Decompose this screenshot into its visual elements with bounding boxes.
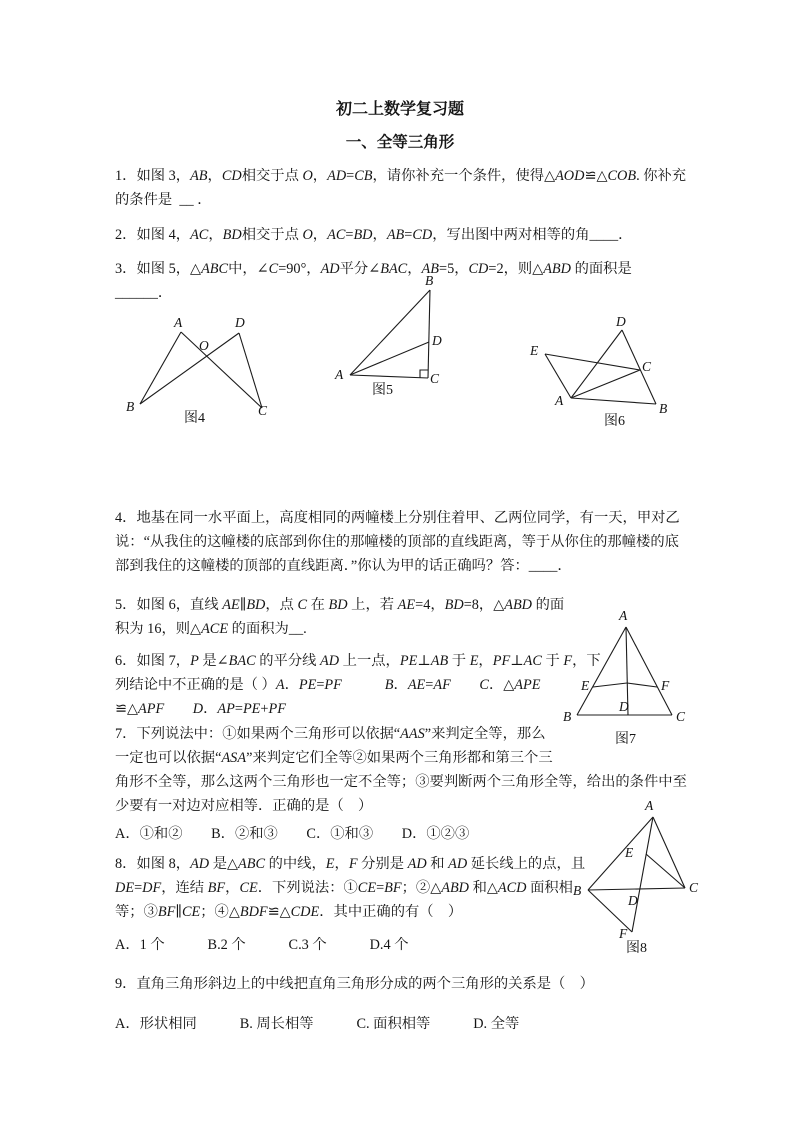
section-heading: 一、全等三角形 [345,134,455,151]
question-1-line-1: 1．如图 3，AB，CD相交于点 O，AD=CB，请你补充一个条件，使得△AOD≌△COB. 你补充 [115,168,687,184]
question-4-line-3: 部到我住的这幢楼的顶部的直线距离．”你认为甲的话正确吗？答：____． [115,558,572,574]
question-2-line-1: 2．如图 4，AC，BD相交于点 O，AC=BD，AB=CD，写出图中两对相等的角____． [115,227,633,243]
question-7-line-4: 少要有一对边对应相等．正确的是（ ） [115,798,373,814]
point-label-C: C [258,403,268,418]
question-3-line-2: ______． [115,285,173,301]
figure-8-drawing [570,797,705,957]
figure-5-caption: 图5 [372,383,393,398]
figure-4 [120,312,290,422]
question-8 [115,852,605,924]
point-label-B: B [563,709,572,724]
point-label-C: C [642,359,652,374]
point-label-E: E [530,343,539,358]
question-5 [115,593,595,641]
figure-5-drawing [335,272,445,390]
question-4-line-2: 说：“从我住的这幢楼的底部到你住的那幢楼的顶部的直线距离，等于从你住的那幢楼的底 [115,534,679,550]
point-label-B: B [126,399,135,414]
figure-8 [570,797,705,957]
question-5-line-1: 5．如图 6，直线 AE∥BD，点 C 在 BD 上，若 AE=4，BD=8，△ABD 的面 [115,597,565,613]
point-label-E: E [581,678,590,693]
page-title: 初二上数学复习题 [335,101,464,118]
question-6-line-3: ≌△APF D．AP=PE+PF [115,701,286,717]
figure-6 [525,310,690,422]
question-7-line-2: 一定也可以依据“ASA”来判定它们全等②如果两个三角形都和第三个三 [115,750,553,766]
question-8-line-2: DE=DF，连结 BF，CE．下列说法：①CE=BF；②△ABD 和△ACD 面积相 [115,880,573,896]
question-3-line-1: 3．如图 5，△ABC中，∠C=90°，AD平分∠BAC，AB=5，CD=2，则△ABD 的面积是 [115,261,632,277]
question-9-line-1: 9．直角三角形斜边上的中线把直角三角形分成的两个三角形的关系是（ ） [115,976,594,992]
figure-7-caption: 图7 [615,732,636,747]
point-label-B: B [573,883,582,898]
point-label-A: A [335,367,344,382]
point-label-F: F [619,926,628,941]
point-label-A: A [619,608,628,623]
question-2 [115,223,700,247]
question-9-options: A．形状相同 B. 周长相等 C. 面积相等 D. 全等 [115,1016,520,1032]
point-label-B: B [659,401,668,416]
question-8-line-3: 等；③BF∥CE；④△BDF≌△CDE．其中正确的有（ ） [115,904,463,920]
question-6-line-2: 列结论中不正确的是（ ）A．PE=PF B．AE=AF C．△APE [115,677,541,693]
figure-5 [335,272,445,390]
question-4-line-1: 4．地基在同一水平面上，高度相同的两幢楼上分别住着甲、乙两位同学，有一天，甲对乙 [115,510,680,526]
question-1-line-2: 的条件是 __ ． [115,192,212,208]
point-label-F: F [661,678,670,693]
point-label-O: O [199,338,209,353]
point-label-A: A [645,798,654,813]
figure-8-caption: 图8 [626,941,647,956]
point-label-D: D [628,893,638,908]
figure-6-caption: 图6 [604,414,625,429]
question-4 [115,506,700,578]
question-5-line-2: 积为 16，则△ACE 的面积为__. [115,621,307,637]
question-7-options: A．①和② B．②和③ C．①和③ D．①②③ [115,826,470,842]
point-label-E: E [625,845,634,860]
point-label-C: C [676,709,686,724]
point-label-D: D [619,699,629,714]
question-8-line-1: 8．如图 8，AD 是△ABC 的中线，E，F 分别是 AD 和 AD 延长线上的点，且 [115,856,586,872]
point-label-B: B [425,273,434,288]
point-label-A: A [174,315,183,330]
point-label-D: D [432,333,442,348]
figure-7 [555,607,695,732]
point-label-D: D [235,315,245,330]
point-label-A: A [555,393,564,408]
question-1 [115,164,700,212]
point-label-C: C [430,371,440,386]
point-label-D: D [616,314,626,329]
question-6-line-1: 6．如图 7，P 是∠BAC 的平分线 AD 上一点，PE⊥AB 于 E，PF⊥AC 于 F，下 [115,653,601,669]
question-7-line-3: 角形不全等，那么这两个三角形也一定不全等；③要判断两个三角形全等，给出的条件中至 [115,774,687,790]
question-8-options: A．1 个 B.2 个 C.3 个 D.4 个 [115,937,409,953]
question-9 [115,972,700,996]
figure-4-caption: 图4 [184,411,205,426]
point-label-C: C [689,880,699,895]
question-7-line-1: 7．下列说法中：①如果两个三角形可以依据“AAS”来判定全等，那么 [115,726,546,742]
question-6 [115,649,605,721]
